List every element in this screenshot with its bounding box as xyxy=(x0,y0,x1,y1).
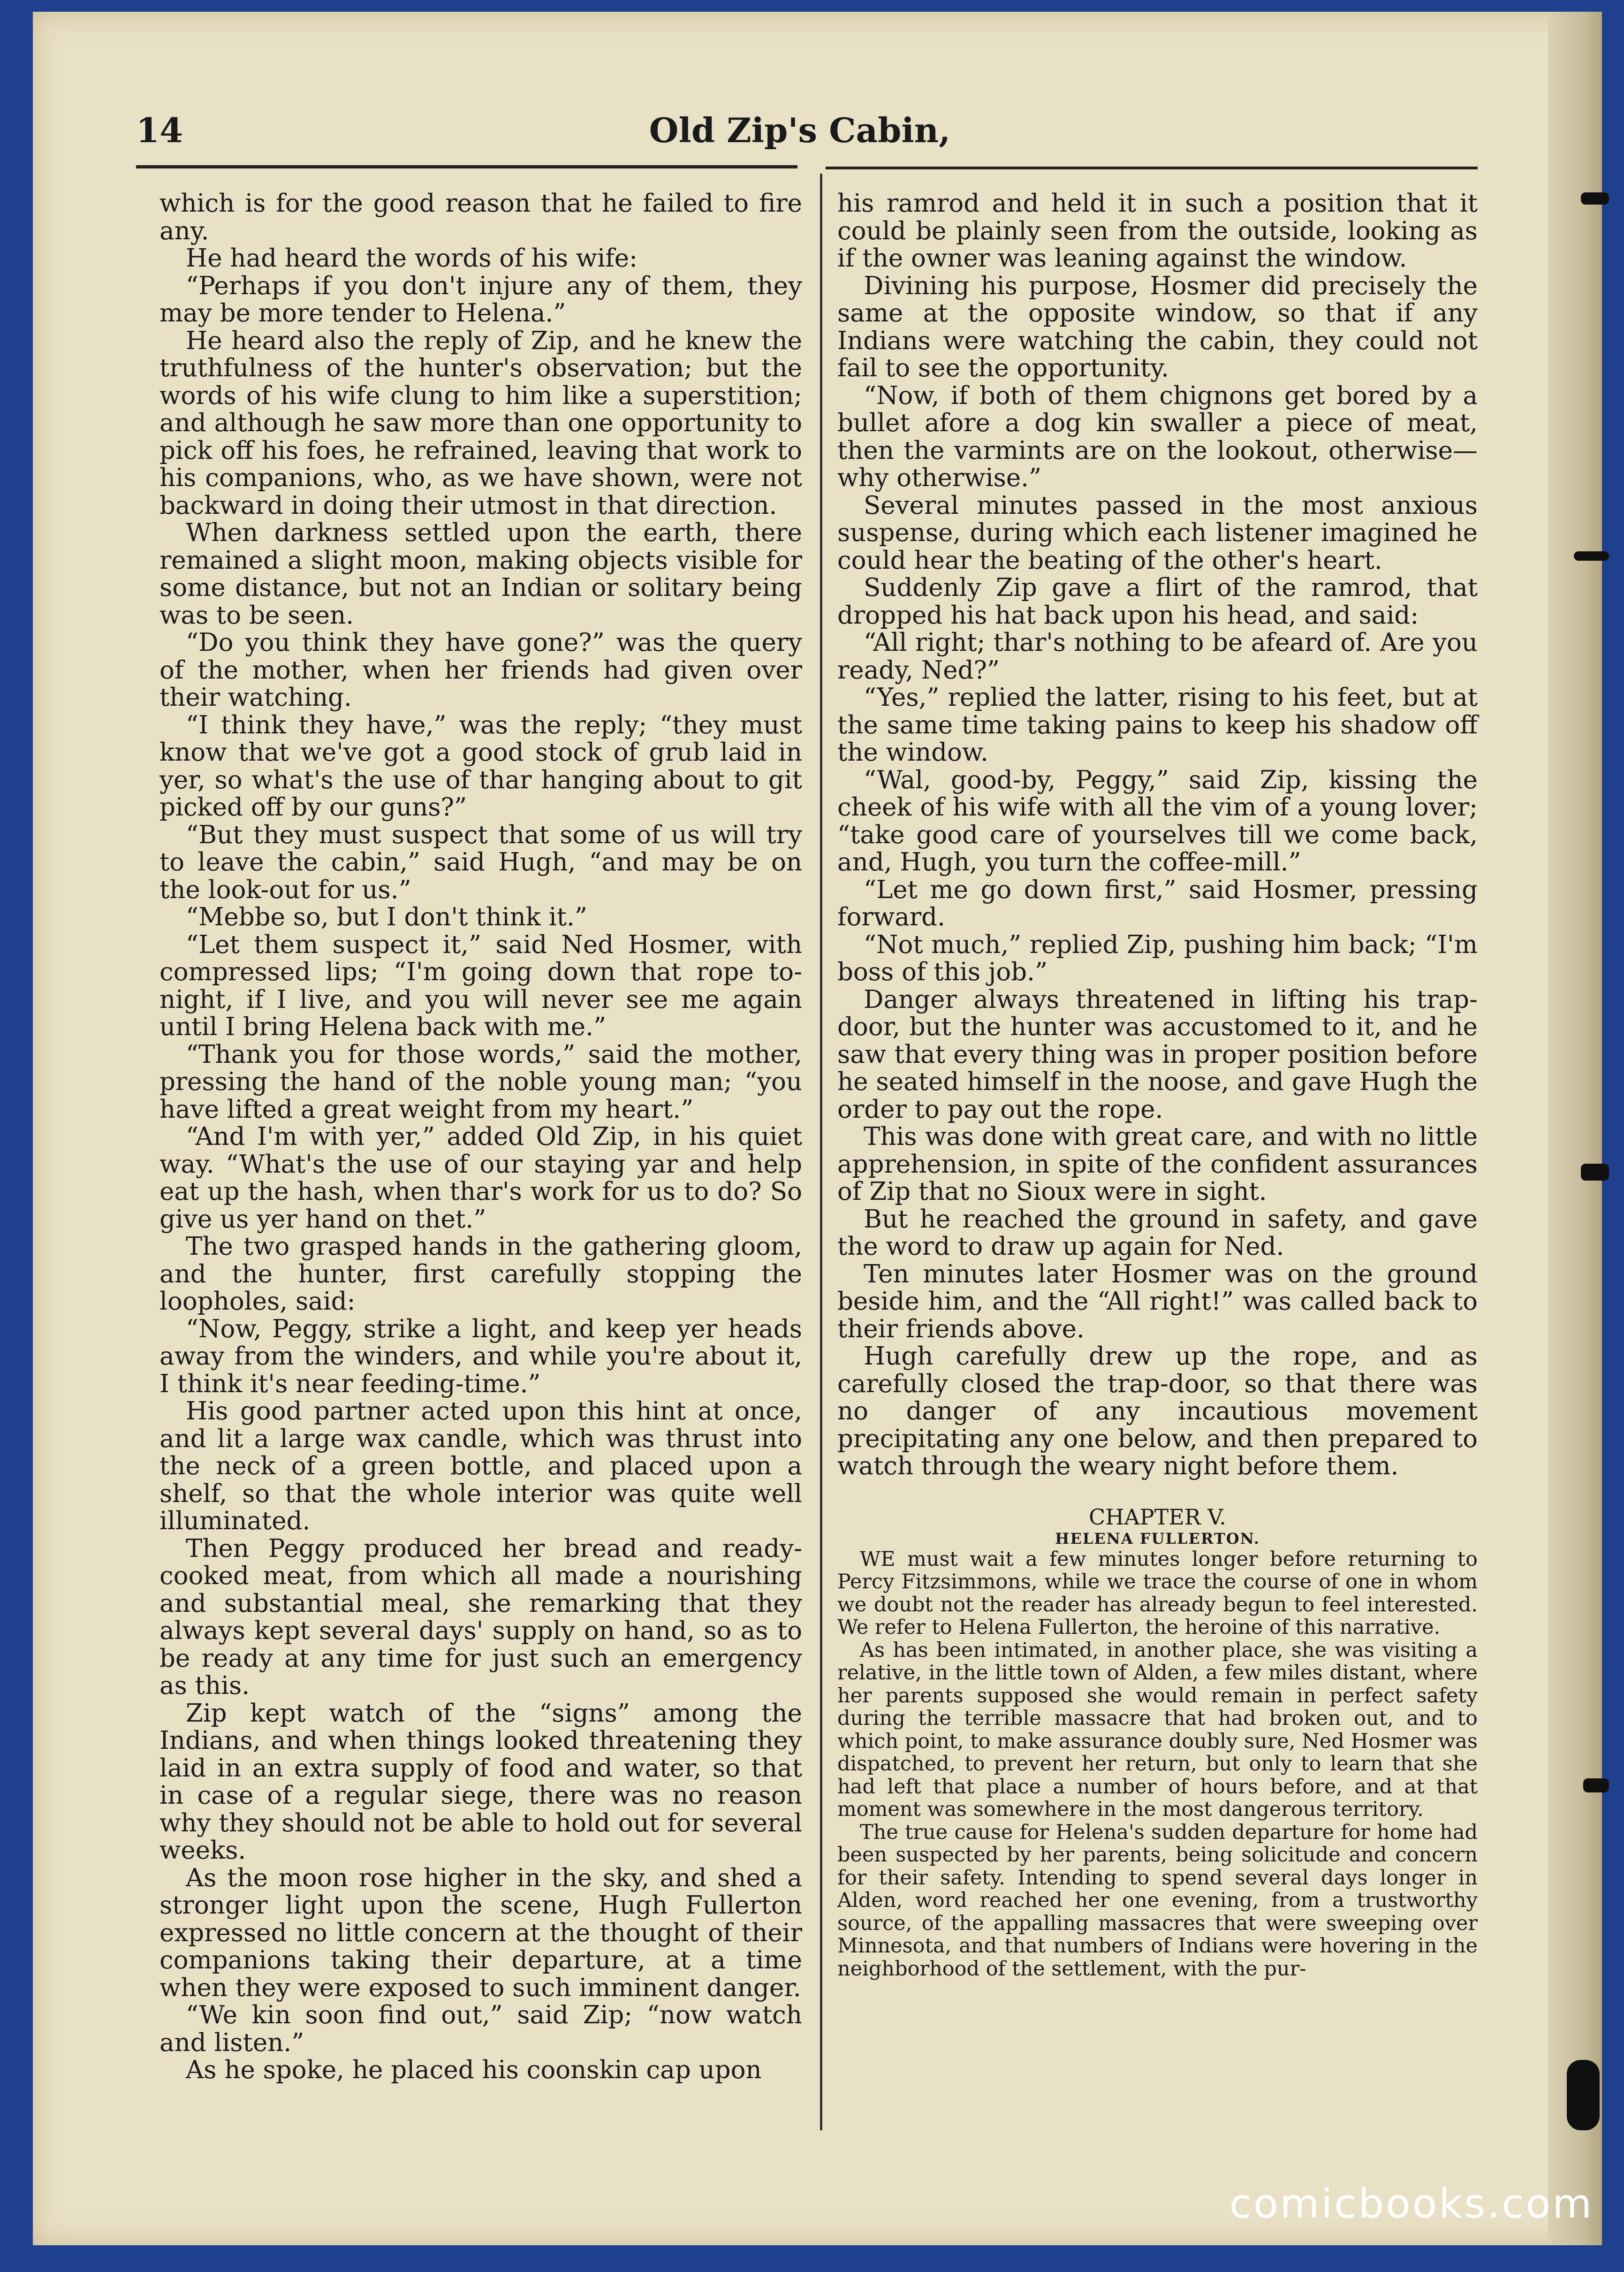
paragraph: His good partner acted upon this hint at once, and lit a large wax candle, which was thrust into the neck of a green bottle, and placed upon a shelf, so that the whole interior was quite well illuminated. xyxy=(159,1397,802,1535)
header-rule xyxy=(136,165,797,168)
binding-mark xyxy=(1581,192,1609,205)
paragraph: “Mebbe so, but I don't think it.” xyxy=(186,903,587,931)
left-column xyxy=(159,190,802,2084)
paragraph: his ramrod and held it in such a position that it could be plainly seen from the outside, looking as if the owner was leaning against the window. xyxy=(837,189,1478,273)
paragraph: “Perhaps if you don't injure any of them, they may be more tender to Helena.” xyxy=(159,271,802,328)
paragraph: As has been intimated, in another place, she was visiting a relative, in the little town of Alden, a few miles distant, where her parents supposed she would remain in perfect safety during the terrible massacre that had broken out, and to which point, to make assurance doubly sure, Ned Hosmer was dispatched, to prevent her return, but only to learn that she had left that place a number of hours before, and at that moment was somewhere in the most dangerous territory. xyxy=(837,1638,1478,1821)
paragraph: “All right; thar's nothing to be afeard of. Are you ready, Ned?” xyxy=(837,628,1478,685)
paragraph: “We kin soon find out,” said Zip; “now watch and listen.” xyxy=(159,2001,802,2057)
paragraph: Ten minutes later Hosmer was on the ground beside him, and the “All right!” was called back to their friends above. xyxy=(837,1259,1478,1343)
chapter-body xyxy=(837,1548,1478,1981)
right-column xyxy=(837,190,1478,1980)
paragraph: Divining his purpose, Hosmer did precisely the same at the opposite window, so that if any Indians were watching the cabin, they could not fail to see the opportunity. xyxy=(837,271,1478,382)
paragraph: which is for the good reason that he failed to fire any. xyxy=(159,189,802,245)
column-divider xyxy=(820,174,822,2130)
binding-mark xyxy=(1574,551,1609,561)
adjacent-page-edge xyxy=(1548,12,1602,2245)
paragraph: Zip kept watch of the “signs” among the Indians, and when things looked threatening they laid in an extra supply of food and water, so that in case of a regular siege, there was no reason why they should not be able to hold out for several weeks. xyxy=(159,1699,802,1865)
paragraph: “Let me go down first,” said Hosmer, pressing forward. xyxy=(837,875,1478,931)
paragraph: Then Peggy produced her bread and ready-cooked meat, from which all made a nourishing and substantial meal, she remarking that they always kept several days' supply on hand, so as to be ready at any time for just such an emergency as this. xyxy=(159,1534,802,1700)
paragraph: Danger always threatened in lifting his trap-door, but the hunter was accustomed to it, and he saw that every thing was in proper position before he seated himself in the noose, and gave Hugh the order to pay out the rope. xyxy=(837,985,1478,1124)
paragraph: “But they must suspect that some of us will try to leave the cabin,” said Hugh, “and may be on the look-out for us.” xyxy=(159,820,802,904)
paragraph: “Yes,” replied the latter, rising to his feet, but at the same time taking pains to keep his shadow off the window. xyxy=(837,683,1478,767)
paragraph: Several minutes passed in the most anxious suspense, during which each listener imagined he could hear the beating of the other's heart. xyxy=(837,491,1478,575)
paragraph: The two grasped hands in the gathering gloom, and the hunter, first carefully stopping the loopholes, said: xyxy=(159,1232,802,1316)
binding-mark xyxy=(1567,2060,1600,2130)
paragraph: “Wal, good-by, Peggy,” said Zip, kissing the cheek of his wife with all the vim of a young lover; “take good care of yourselves till we come back, and, Hugh, you turn the coffee-mill.” xyxy=(837,765,1478,877)
paragraph: “Not much,” replied Zip, pushing him back; “I'm boss of this job.” xyxy=(837,930,1478,986)
paragraph: When darkness settled upon the earth, there remained a slight moon, making objects visible for some distance, but not an Indian or solitary being was to be seen. xyxy=(159,518,802,630)
paragraph: Hugh carefully drew up the rope, and as carefully closed the trap-door, so that there was no danger of any incautious movement precipitating any one below, and then prepared to watch through the weary night before them. xyxy=(837,1342,1478,1480)
watermark: comicbooks.com xyxy=(1229,2181,1594,2227)
paragraph: He had heard the words of his wife: xyxy=(186,244,638,273)
paragraph: WE must wait a few minutes longer before returning to Percy Fitzsimmons, while we trace the course of one in whom we doubt not the reader has already begun to feel interested. We refer to Helena Fullerton, the heroine of this narrative. xyxy=(837,1547,1478,1639)
paragraph: The true cause for Helena's sudden departure for home had been suspected by her parents, being solicitude and concern for their safety. Intending to spend several days longer in Alden, word reached her one evening, from a trustworthy source, of the appalling massacres that were sweeping over Minnesota, and that numbers of Indians were hovering in the neighborhood of the settlement, with the pur- xyxy=(837,1820,1478,1981)
paragraph: This was done with great care, and with no little apprehension, in spite of the confident assurances of Zip that no Sioux were in sight. xyxy=(837,1122,1478,1206)
paragraph: “Thank you for those words,” said the mother, pressing the hand of the noble young man; “you have lifted a great weight from my heart.” xyxy=(159,1040,802,1124)
binding-mark xyxy=(1581,1164,1609,1181)
paragraph: “And I'm with yer,” added Old Zip, in his quiet way. “What's the use of our staying yar and help eat up the hash, when thar's work for us to do? So give us yer hand on thet.” xyxy=(159,1122,802,1234)
chapter-subtitle: HELENA FULLERTON. xyxy=(1055,1529,1260,1548)
paragraph: Suddenly Zip gave a flirt of the ramrod, that dropped his hat back upon his head, and said: xyxy=(837,573,1478,630)
paragraph: “Do you think they have gone?” was the query of the mother, when her friends had given over their watching. xyxy=(159,628,802,712)
paragraph: “Now, Peggy, strike a light, and keep yer heads away from the winders, and while you're about it, I think it's near feeding-time.” xyxy=(159,1314,802,1398)
chapter-heading: CHAPTER V. xyxy=(1089,1504,1226,1530)
paragraph: He heard also the reply of Zip, and he knew the truthfulness of the hunter's observation; but the words of his wife clung to him like a superstition; and although he saw more than one opportunity to pick off his foes, he refrained, leaving that work to his companions, who, as we have shown, were not backward in doing their utmost in that direction. xyxy=(159,326,802,520)
paragraph: As the moon rose higher in the sky, and shed a stronger light upon the scene, Hugh Fullerton expressed no little concern at the thought of their companions taking their departure, at a time when they were exposed to such imminent danger. xyxy=(159,1863,802,2002)
paragraph: “Let them suspect it,” said Ned Hosmer, with compressed lips; “I'm going down that rope to-night, if I live, and you will never see me again until I bring Helena back with me.” xyxy=(159,930,802,1041)
binding-mark xyxy=(1583,1778,1609,1792)
paragraph: “Now, if both of them chignons get bored by a bullet afore a dog kin swaller a piece of meat, then the varmints are on the lookout, otherwise—why otherwise.” xyxy=(837,381,1478,492)
page-number: 14 xyxy=(136,110,183,150)
running-head: Old Zip's Cabin, xyxy=(649,110,951,150)
paragraph: As he spoke, he placed his coonskin cap upon xyxy=(186,2056,762,2084)
paragraph: But he reached the ground in safety, and gave the word to draw up again for Ned. xyxy=(837,1205,1478,1261)
header-rule xyxy=(826,167,1478,169)
page-header xyxy=(136,106,1464,162)
paragraph: “I think they have,” was the reply; “they must know that we've got a good stock of grub laid in yer, so what's the use of thar hanging about to git picked off by our guns?” xyxy=(159,710,802,822)
